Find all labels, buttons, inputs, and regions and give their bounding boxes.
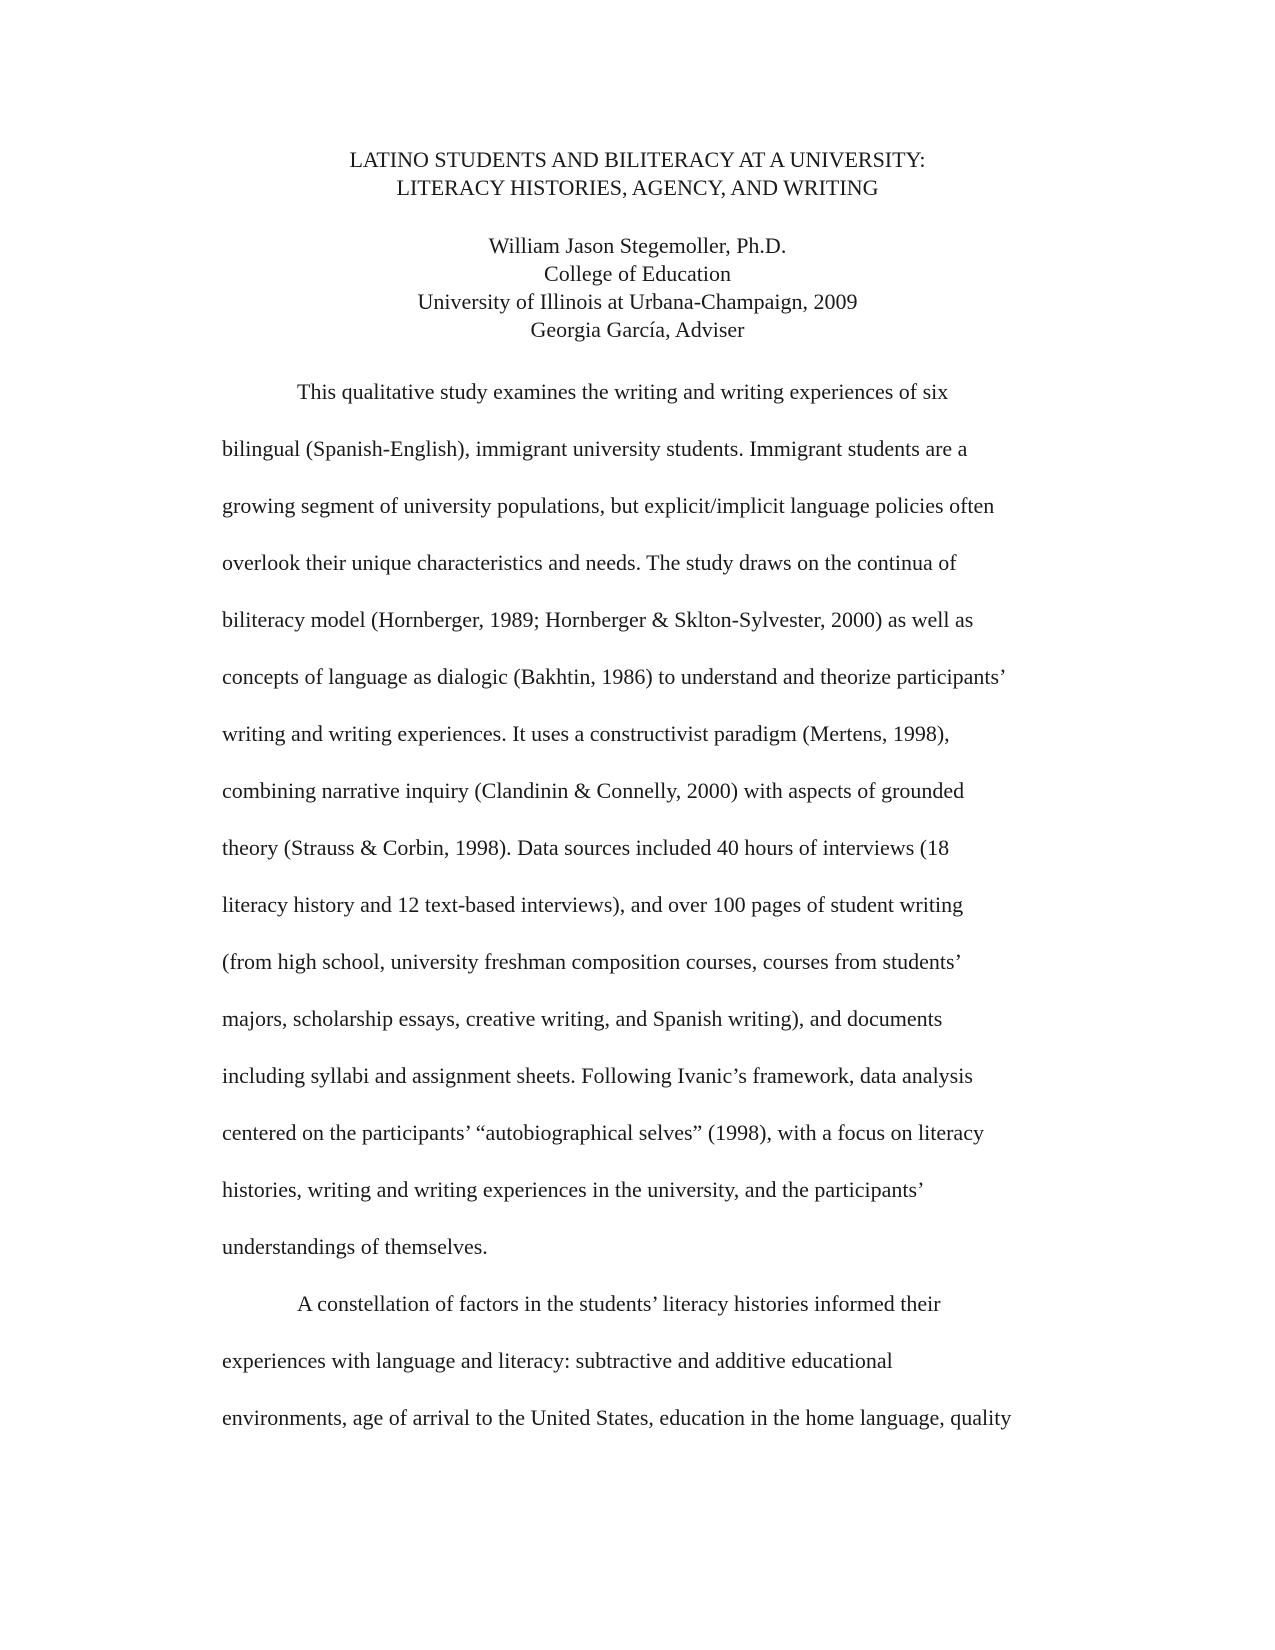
body-line: A constellation of factors in the students’ literacy histories informed their [297,1291,941,1316]
body-line: histories, writing and writing experiences in the university, and the participants’ [222,1177,925,1202]
body-line: overlook their unique characteristics and needs. The study draws on the continua of [222,550,957,575]
body-line: biliteracy model (Hornberger, 1989; Hornberger & Sklton-Sylvester, 2000) as well as [222,607,974,632]
author-name: William Jason Stegemoller, Ph.D. [488,233,787,258]
body-line: concepts of language as dialogic (Bakhtin, 1986) to understand and theorize participants’ [222,664,1007,689]
body-line: bilingual (Spanish-English), immigrant university students. Immigrant students are a [222,436,968,461]
body-line: writing and writing experiences. It uses a constructivist paradigm (Mertens, 1998), [222,721,950,746]
body-line: growing segment of university populations, but explicit/implicit language policies often [222,493,995,518]
body-line: centered on the participants’ “autobiographical selves” (1998), with a focus on literacy [222,1120,984,1145]
body-line: experiences with language and literacy: subtractive and additive educational [222,1348,893,1373]
body-line: (from high school, university freshman composition courses, courses from students’ [222,949,962,974]
abstract-body [222,363,1122,1446]
body-line: literacy history and 12 text-based interviews), and over 100 pages of student writing [222,892,964,917]
body-line: combining narrative inquiry (Clandinin & Connelly, 2000) with aspects of grounded [222,778,965,803]
author-adviser: Georgia García, Adviser [530,317,745,342]
body-line: theory (Strauss & Corbin, 1998). Data sources included 40 hours of interviews (18 [222,835,950,860]
body-line: This qualitative study examines the writing and writing experiences of six [297,379,949,404]
author-info [0,232,1275,344]
author-university: University of Illinois at Urbana-Champaign, 2009 [417,289,858,314]
body-line: majors, scholarship essays, creative writing, and Spanish writing), and documents [222,1006,943,1031]
document-title [0,146,1275,202]
author-college: College of Education [544,261,731,286]
title-line-1: LATINO STUDENTS AND BILITERACY AT A UNIVERSITY: [349,147,926,172]
body-line: environments, age of arrival to the United States, education in the home language, quality [222,1405,1012,1430]
body-line: including syllabi and assignment sheets. Following Ivanic’s framework, data analysis [222,1063,973,1088]
body-line: understandings of themselves. [222,1234,488,1259]
title-line-2: LITERACY HISTORIES, AGENCY, AND WRITING [396,175,879,200]
